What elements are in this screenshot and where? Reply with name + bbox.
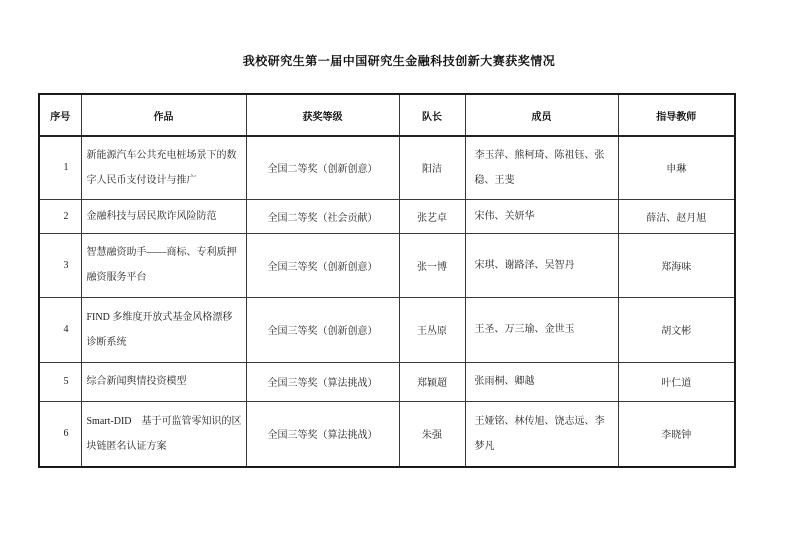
table-row [39,233,735,297]
col-header-award: 获奖等级 [246,94,399,136]
awards-table [38,93,736,468]
cell-members: 王圣、万三瑜、金世玉 [465,297,618,362]
col-header-serial: 序号 [39,94,81,136]
col-header-work: 作品 [81,94,246,136]
document-page [0,52,798,542]
cell-members: 宋琪、谢路泽、吴智丹 [465,233,618,297]
cell-leader: 阳洁 [399,136,465,199]
cell-serial: 6 [39,401,81,467]
table-row [39,297,735,362]
cell-award: 全国三等奖（算法挑战） [246,362,399,401]
cell-advisor: 李晓钟 [618,401,735,467]
cell-award: 全国三等奖（创新创意） [246,297,399,362]
header-row [39,94,735,136]
cell-advisor: 薛洁、赵月旭 [618,199,735,233]
col-header-leader: 队长 [399,94,465,136]
page-title: 我校研究生第一届中国研究生金融科技创新大赛获奖情况 [242,54,556,68]
cell-leader: 朱强 [399,401,465,467]
table-row [39,401,735,467]
table-row [39,362,735,401]
col-header-members: 成员 [465,94,618,136]
cell-serial: 1 [39,136,81,199]
cell-work: 新能源汽车公共充电桩场景下的数字人民币支付设计与推广 [81,136,246,199]
table-body [39,136,735,467]
cell-serial: 3 [39,233,81,297]
cell-serial: 4 [39,297,81,362]
cell-members: 李玉萍、熊柯琦、陈祖钰、张稳、王斐 [465,136,618,199]
table-row [39,136,735,199]
cell-advisor: 申琳 [618,136,735,199]
cell-advisor: 胡文彬 [618,297,735,362]
cell-award: 全国三等奖（创新创意） [246,233,399,297]
cell-serial: 5 [39,362,81,401]
table-row [39,199,735,233]
cell-serial: 2 [39,199,81,233]
cell-members: 王娅铭、林传旭、饶志远、李梦凡 [465,401,618,467]
cell-members: 宋伟、关妍华 [465,199,618,233]
col-header-advisor: 指导教师 [618,94,735,136]
cell-work: 智慧融资助手——商标、专利质押融资服务平台 [81,233,246,297]
cell-leader: 张艺卓 [399,199,465,233]
cell-advisor: 叶仁道 [618,362,735,401]
cell-work: 综合新闻舆情投资模型 [81,362,246,401]
cell-award: 全国二等奖（创新创意） [246,136,399,199]
cell-advisor: 郑海味 [618,233,735,297]
cell-work: 金融科技与居民欺诈风险防范 [81,199,246,233]
cell-work: Smart-DID 基于可监管零知识的区块链匿名认证方案 [81,401,246,467]
cell-leader: 王丛原 [399,297,465,362]
cell-award: 全国三等奖（算法挑战） [246,401,399,467]
cell-leader: 郑颖超 [399,362,465,401]
cell-members: 张雨桐、卿越 [465,362,618,401]
cell-award: 全国二等奖（社会贡献） [246,199,399,233]
cell-leader: 张一博 [399,233,465,297]
cell-work: FIND 多维度开放式基金风格漂移诊断系统 [81,297,246,362]
